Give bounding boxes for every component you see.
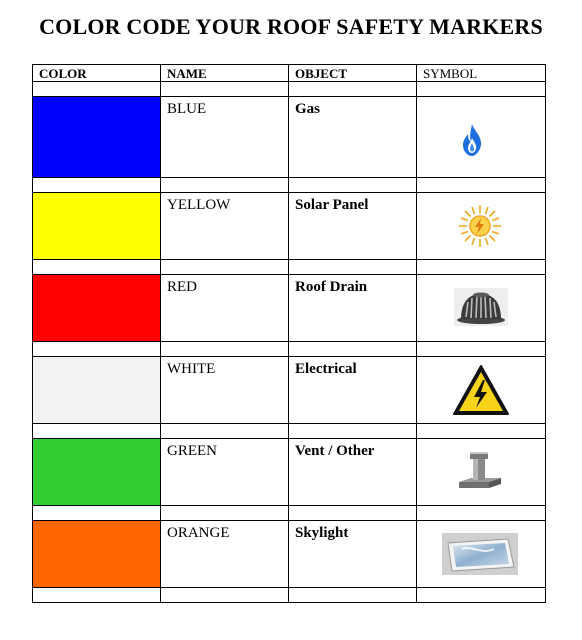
object-name: Roof Drain [295, 279, 368, 295]
object-name: Vent / Other [295, 443, 375, 459]
color-swatch [33, 97, 160, 177]
header-name: NAME [167, 66, 207, 81]
color-name: RED [167, 279, 197, 295]
skylight-icon [442, 533, 518, 575]
header-color: COLOR [39, 66, 87, 81]
roof-drain-icon [454, 288, 508, 326]
header-symbol: SYMBOL [423, 66, 478, 81]
page-title: COLOR CODE YOUR ROOF SAFETY MARKERS [39, 14, 543, 39]
table-row [33, 439, 546, 506]
gas-flame-icon [460, 123, 484, 157]
color-swatch [33, 275, 160, 341]
header-object: OBJECT [295, 66, 348, 81]
table-row [33, 275, 546, 342]
color-swatch [33, 521, 160, 587]
roof-vent-icon [457, 448, 503, 494]
color-swatch [33, 193, 160, 259]
object-name: Gas [295, 101, 321, 117]
object-name: Solar Panel [295, 197, 369, 213]
color-name: GREEN [167, 443, 217, 459]
color-code-table [32, 64, 546, 603]
color-swatch [33, 357, 160, 423]
color-name: ORANGE [167, 525, 230, 541]
sun-icon [458, 204, 502, 248]
color-name: BLUE [167, 101, 207, 117]
table-row [33, 97, 546, 178]
table-row [33, 521, 546, 588]
color-name: YELLOW [167, 197, 231, 213]
header-row [33, 65, 546, 82]
table-row [33, 357, 546, 424]
high-voltage-icon [452, 364, 510, 416]
table-row [33, 193, 546, 260]
object-name: Skylight [295, 525, 349, 541]
color-swatch [33, 439, 160, 505]
object-name: Electrical [295, 361, 357, 377]
color-name: WHITE [167, 361, 216, 377]
